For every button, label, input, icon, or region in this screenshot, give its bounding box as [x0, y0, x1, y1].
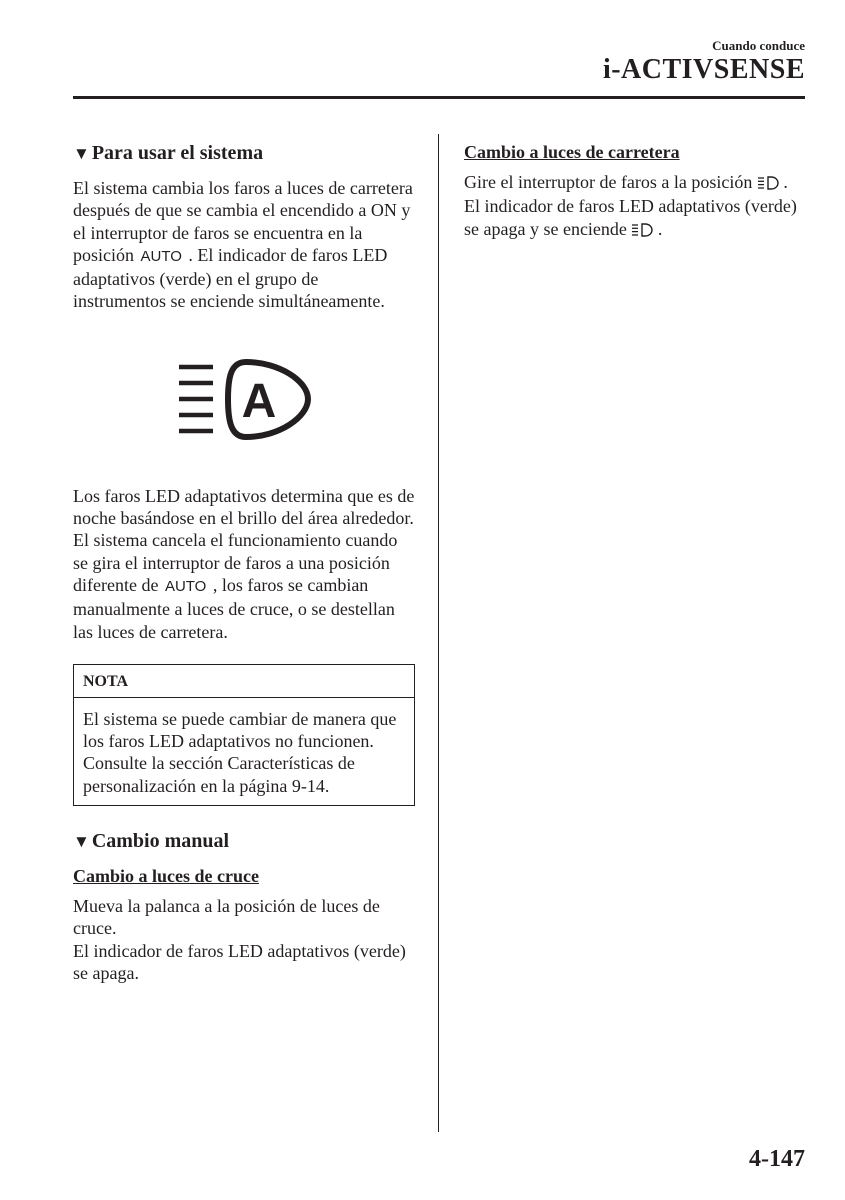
- paragraph-text: El sistema cambia los faros a luces de carretera después de que se cambia el encendido a ON y el interruptor de faros se encuentra en la posición: [73, 178, 413, 265]
- paragraph-text: , los faros se cambian manualmente a luces de cruce, o se destellan las luces de carretera.: [73, 574, 395, 642]
- paragraph-indicator-off: El indicador de faros LED adaptativos (verde) se apaga.: [73, 940, 406, 983]
- note-title: NOTA: [74, 665, 414, 698]
- down-triangle-icon: ▼: [73, 144, 90, 163]
- note-body: [74, 698, 414, 805]
- column-divider: [438, 134, 439, 1132]
- page-number: 4-147: [749, 1146, 805, 1172]
- subheading-luces-carretera: Cambio a luces de carretera: [464, 142, 680, 162]
- note-line: El sistema se puede cambiar de manera que los faros LED adaptativos no funcionen.: [83, 708, 397, 752]
- note-line: Consulte la sección Características de personalización en la página 9-14.: [83, 753, 355, 796]
- heading-text: Para usar el sistema: [91, 142, 264, 164]
- heading-para-usar: [73, 140, 415, 167]
- header-rule: [73, 96, 805, 99]
- page-title: i-ACTIVSENSE: [602, 54, 805, 85]
- paragraph-text: .: [657, 218, 663, 239]
- left-column: [73, 140, 415, 984]
- paragraph-indicator-switch: [464, 195, 806, 242]
- note-box: [73, 664, 415, 806]
- paragraph-text: . El indicador de faros LED adaptativos (verde) en el grupo de instrumentos se enciende simultáneamente.: [73, 244, 388, 312]
- high-beam-icon: [757, 173, 779, 195]
- paragraph-text: El indicador de faros LED adaptativos (verde) se apaga y se enciende: [464, 196, 797, 239]
- adaptive-led-headlight-icon-graphic: [171, 357, 311, 447]
- auto-position-label: AUTO: [164, 577, 207, 595]
- heading-text: Cambio manual: [91, 830, 230, 853]
- section-label: Cuando conduce: [712, 38, 805, 53]
- paragraph-high-beam: [464, 171, 806, 195]
- paragraph-text: .: [783, 172, 788, 192]
- right-column: [464, 140, 806, 242]
- paragraph-cancel: [73, 529, 415, 642]
- high-beam-icon: [631, 220, 653, 242]
- auto-position-label: AUTO: [140, 247, 182, 265]
- paragraph-text: El sistema cancela el funcionamiento cuando se gira el interruptor de faros a una posición diferente de: [73, 530, 398, 595]
- adaptive-led-headlight-icon: [67, 357, 415, 447]
- paragraph-system-switch: [73, 177, 415, 313]
- paragraph-low-beam: Mueva la palanca a la posición de luces de cruce.: [73, 896, 380, 939]
- icon-letter: A: [241, 374, 277, 428]
- down-triangle-icon: ▼: [73, 832, 90, 852]
- paragraph-night-detect: Los faros LED adaptativos determina que es de noche basándose en el brillo del área alrededor.: [73, 485, 415, 529]
- subheading-luces-cruce: Cambio a luces de cruce: [73, 866, 259, 887]
- heading-cambio-manual: [73, 828, 415, 855]
- paragraph-text: Gire el interruptor de faros a la posición: [464, 172, 753, 192]
